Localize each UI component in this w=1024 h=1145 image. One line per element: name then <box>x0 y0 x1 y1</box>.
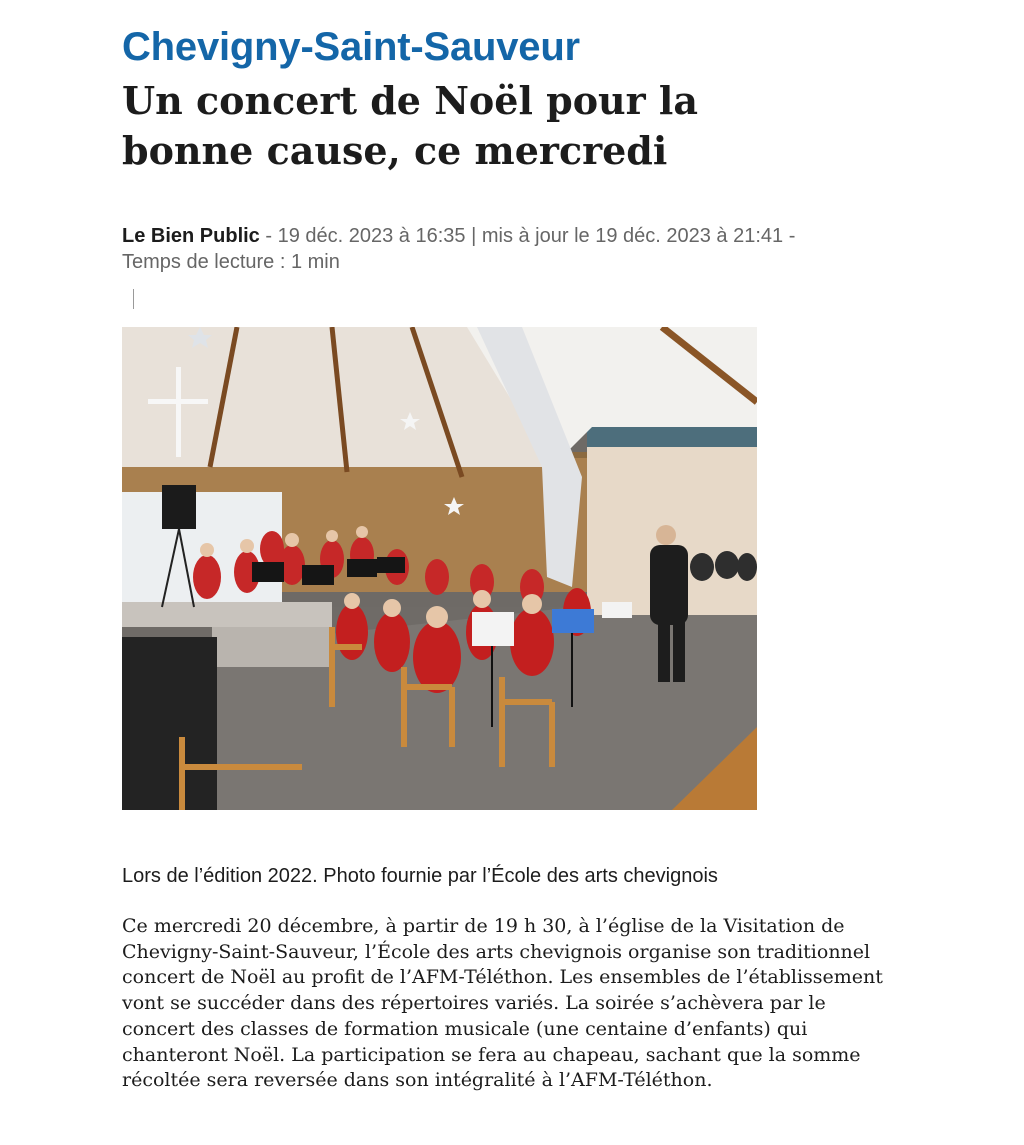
reading-time: Temps de lecture : 1 min <box>122 251 340 273</box>
byline-source[interactable]: Le Bien Public <box>122 225 260 247</box>
article-headline: Un concert de Noël pour la bonne cause, ce mercredi <box>122 78 698 173</box>
concert-photo-illustration <box>122 327 757 810</box>
article-kicker[interactable]: Chevigny-Saint-Sauveur <box>122 25 580 69</box>
share-divider <box>133 289 134 309</box>
article-content <box>122 22 902 1092</box>
byline-dates: - 19 déc. 2023 à 16:35 | mis à jour le 19 déc. 2023 à 21:41 - <box>259 225 796 247</box>
photo-caption: Lors de l’édition 2022. Photo fournie par l’École des arts chevignois <box>122 865 718 887</box>
article-body: Ce mercredi 20 décembre, à partir de 19 h 30, à l’église de la Visitation de Chevigny-Saint-Sauveur, l’École des arts chevignois organise son traditionnel concert de Noël au profit de l’AFM-Téléthon. Les ensembles de l’établissement vont se succéder dans des répertoires variés. La soirée s’achèvera par le concert des classes de formation musicale (une centaine d’enfants) qui chanteront Noël. La participation se fera au chapeau, sachant que la somme récoltée sera reversée dans son intégralité à l’AFM-Téléthon. <box>122 915 883 1092</box>
concert-photo[interactable] <box>122 327 757 810</box>
article-byline <box>122 223 862 275</box>
